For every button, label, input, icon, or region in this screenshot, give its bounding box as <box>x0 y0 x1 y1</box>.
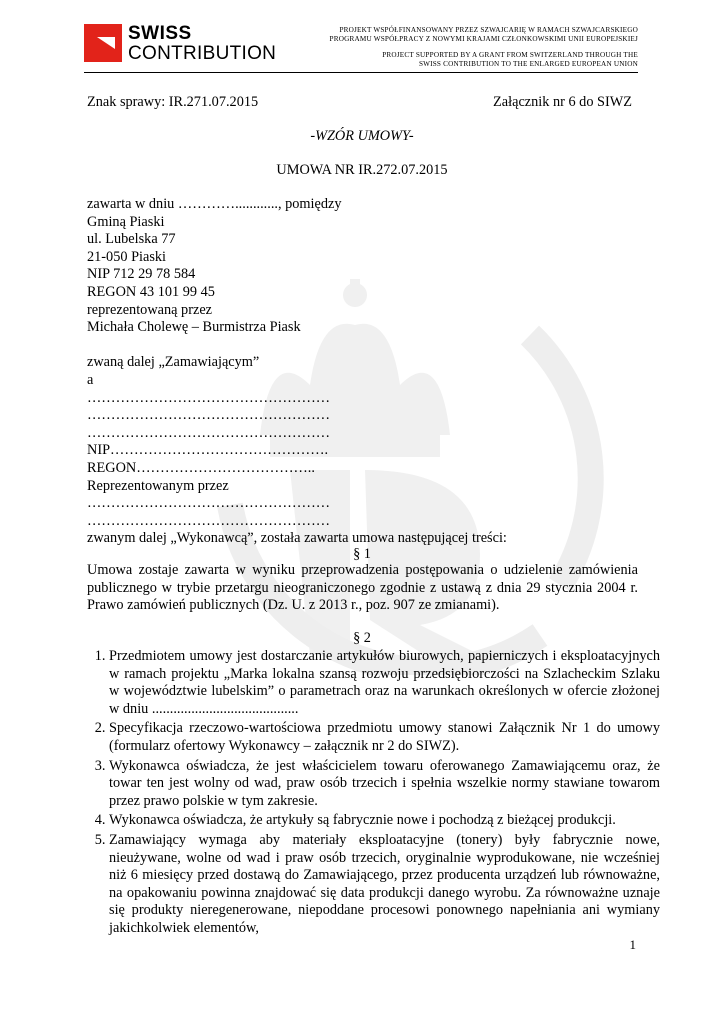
list-item: 3. Wykonawca oświadcza, że jest właścicielem towaru oferowanego Zamawiającemu oraz, że towar ten jest wolny od wad, praw osób trzecich i spełnia wszelkie normy stawiane towarom przez prawo polskie w tym zakresie. <box>109 758 660 811</box>
header-en-line1: PROJECT SUPPORTED BY A GRANT FROM SWITZERLAND THROUGH THE <box>382 50 638 59</box>
logo-text-contribution: CONTRIBUTION <box>128 43 277 64</box>
party-line: …………………………………………… <box>87 495 331 512</box>
party-line: ul. Lubelska 77 <box>87 231 176 248</box>
party-line: …………………………………………… <box>87 424 331 441</box>
list-item: 1. Przedmiotem umowy jest dostarczanie artykułów biurowych, papierniczych i eksploatacyjnych w ramach projektu „Marka lokalna szansą rozwoju przedsiębiorczości na Szlacheckim Szlaku w województwie lubelskim” o parametrach oraz na warunkach określonych w ofercie złożonej w dniu ......................................... <box>109 648 660 718</box>
swiss-flag-icon <box>84 24 122 62</box>
party-line: zwanym dalej „Wykonawcą”, została zawarta umowa następującej treści: <box>87 530 507 547</box>
party-line: …………………………………………… <box>87 407 331 424</box>
case-reference: Znak sprawy: IR.271.07.2015 <box>87 94 259 110</box>
party-line: REGON……………………………….. <box>87 459 315 476</box>
header-pl-line2: PROGRAMU WSPÓŁPRACY Z NOWYMI KRAJAMI CZŁONKOWSKIMI UNII EUROPEJSKIEJ <box>329 35 638 44</box>
header-divider <box>84 72 638 73</box>
party-line: REGON 43 101 99 45 <box>87 283 215 300</box>
header-project-info <box>318 26 638 70</box>
party-line: reprezentowaną przez <box>87 301 213 318</box>
header-pl-line1: PROJEKT WSPÓŁFINANSOWANY PRZEZ SZWAJCARIĘ W RAMACH SZWAJCARSKIEGO <box>339 26 638 34</box>
party-line: Gminą Piaski <box>87 213 165 230</box>
list-item: 5. Zamawiający wymaga aby materiały eksploatacyjne (tonery) były fabrycznie nowe, nieużywane, wolne od wad i praw osób trzecich, oryginalnie wyprodukowane, nie wcześniej niż 6 miesięcy przed dostawą do Zamawiającego, przez producenta urządzeń lub równoważne, na opakowaniu powinna znajdować się data produkcji danego wyrobu. Za równoważne uznaje się produkty nieregenerowane, niepoddane procesowi ponownego napełniania ani wymiany jakichkolwiek elementów, <box>109 832 660 938</box>
party-line: Reprezentowanym przez <box>87 477 229 494</box>
logo-text-swiss: SWISS <box>128 23 192 44</box>
party-line: zawarta w dniu …………............, pomiędzy <box>87 196 342 212</box>
party-line: zwaną dalej „Zamawiającym” <box>87 354 260 371</box>
party-line: 21-050 Piaski <box>87 248 167 265</box>
party-line: Michała Cholewę – Burmistrza Piask <box>87 319 301 336</box>
section-1-heading: § 1 <box>353 546 371 562</box>
page-number: 1 <box>629 937 636 952</box>
party-line: NIP 712 29 78 584 <box>87 266 196 283</box>
swiss-contribution-logo <box>84 22 277 68</box>
party-line: a <box>87 371 94 388</box>
list-item: 2. Specyfikacja rzeczowo-wartościowa przedmiotu umowy stanowi Załącznik Nr 1 do umowy (formularz ofertowy Wykonawcy – załącznik nr 2 do SIWZ). <box>109 720 660 755</box>
party-line: …………………………………………… <box>87 389 331 406</box>
header-en-line2: SWISS CONTRIBUTION TO THE ENLARGED EUROPEAN UNION <box>418 60 638 69</box>
list-item: 4. Wykonawca oświadcza, że artykuły są fabrycznie nowe i pochodzą z bieżącej produkcji. <box>109 812 660 830</box>
section-1-text: Umowa zostaje zawarta w wyniku przeprowadzenia postępowania o udzielenie zamówienia publicznego w trybie przetargu nieograniczonego zgodnie z ustawą z dnia 29 stycznia 2004 r. Prawo zamówień publicznych (Dz. U. z 2013 r., poz. 907 ze zmianami). <box>87 562 638 614</box>
contract-title: UMOWA NR IR.272.07.2015 <box>276 162 448 178</box>
party-line: …………………………………………… <box>87 512 331 529</box>
section-2-list <box>87 648 660 940</box>
attachment-label: Załącznik nr 6 do SIWZ <box>493 94 632 110</box>
party-line: NIP………………………………………. <box>87 442 329 459</box>
parties-block <box>87 196 507 548</box>
template-label: -WZÓR UMOWY- <box>310 128 414 144</box>
section-2-heading: § 2 <box>353 630 371 646</box>
